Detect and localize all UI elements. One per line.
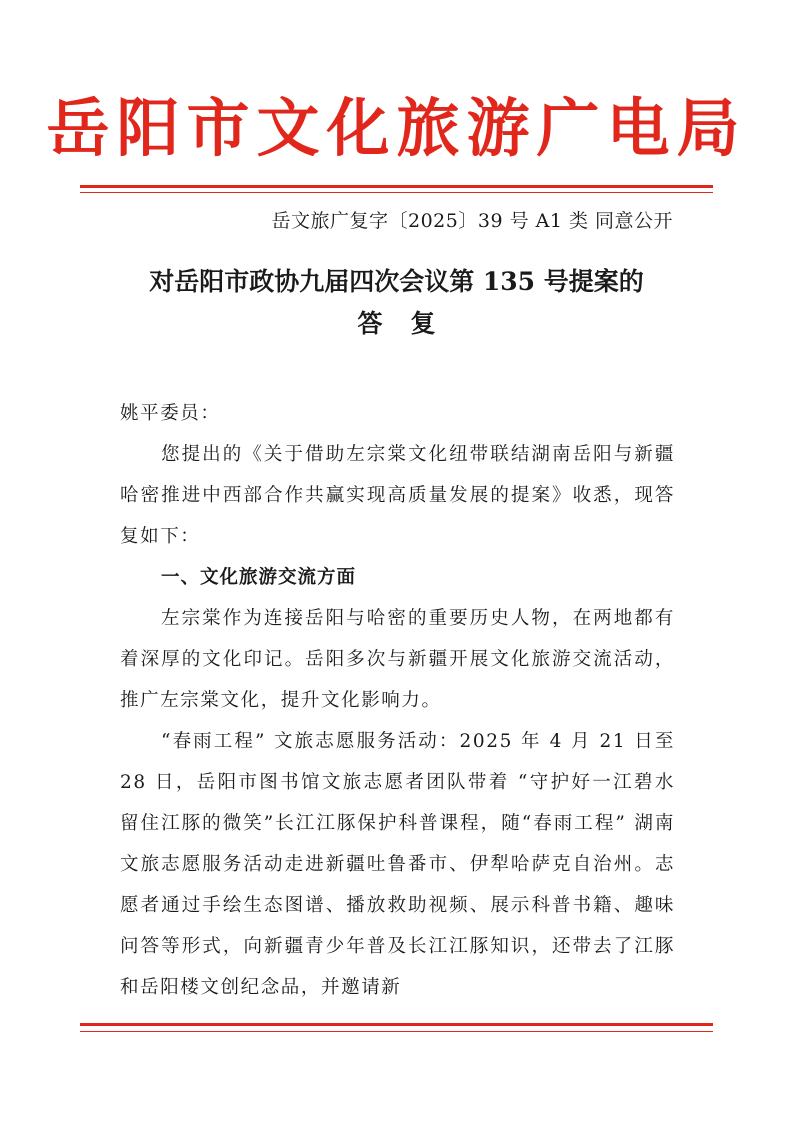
section-paragraph-zuo-zongtang: 左宗棠作为连接岳阳与哈密的重要历史人物，在两地都有着深厚的文化印记。岳阳多次与新疆开展文化旅游交流活动，推广左宗棠文化，提升文化影响力。 <box>120 608 675 711</box>
intro-paragraph: 您提出的《关于借助左宗棠文化纽带联结湖南岳阳与新疆哈密推进中西部合作共赢实现高质量发展的提案》收悉，现答复如下： <box>120 444 675 547</box>
letterhead-rule-thick <box>80 185 713 188</box>
letterhead-title: 岳阳市文化旅游广电局 <box>46 91 747 165</box>
document-title-line1: 对岳阳市政协九届四次会议第 135 号提案的 <box>149 267 644 296</box>
section-paragraph-spring-rain-project: “春雨工程” 文旅志愿服务活动：2025 年 4 月 21 日至 28 日，岳阳市图书馆文旅志愿者团队带着 “守护好一江碧水留住江豚的微笑”长江江豚保护科普课程，随“春雨工程” 湖南文旅志愿服务活动走进新疆吐鲁番市、伊犁哈萨克自治州。志愿者通过手绘生态图谱、播放救助视频、展示科普书籍、趣味问答等形式，向新疆青少年普及长江江豚知识，还带去了江豚和岳阳楼文创纪念品，并邀请新 <box>120 731 675 998</box>
salutation: 姚平委员： <box>120 403 221 424</box>
section-heading-culture-tourism: 一、文化旅游交流方面 <box>161 567 357 588</box>
footer-rule-thick <box>80 1023 713 1026</box>
footer-rule-thin <box>80 1031 713 1032</box>
letterhead-rule-thin <box>80 192 713 193</box>
document-number: 岳文旅广复字〔2025〕39 号 A1 类 同意公开 <box>271 210 673 232</box>
document-title-line2: 答复 <box>357 309 464 338</box>
